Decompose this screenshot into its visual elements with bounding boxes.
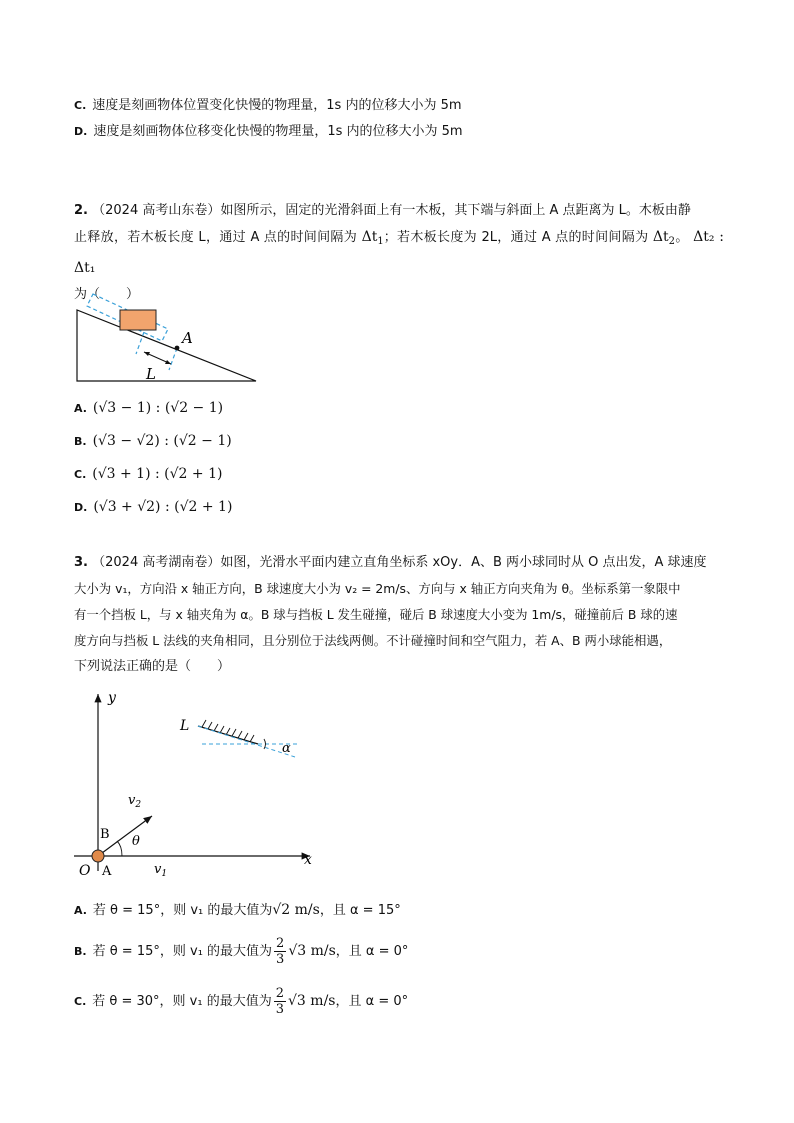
option-label: A. (74, 904, 87, 917)
option-text-pre: 若 θ = 15°，则 v₁ 的最大值为 (92, 944, 273, 959)
theta-arc (117, 841, 122, 856)
label-B: B (100, 827, 110, 842)
option-label: B. (74, 945, 87, 958)
L-right-marker (169, 348, 177, 370)
incline-triangle (77, 310, 256, 381)
option-text: (√3 − 1) : (√2 − 1) (92, 400, 224, 416)
option-text: 速度是刻画物体位置变化快慢的物理量，1s 内的位移大小为 5m (92, 98, 462, 113)
label-theta: θ (132, 834, 140, 849)
dt1: $\Delta t_1$ (361, 229, 384, 247)
barrier-hatch (202, 720, 254, 742)
option-text: (√3 + √2) : (√2 + 1) (93, 499, 233, 515)
question-number: 2. (74, 203, 88, 218)
fraction: $\frac{2}{3}$ (275, 986, 285, 1017)
q3-text-1: 如图，光滑水平面内建立直角坐标系 xOy．A、B 两小球同时从 O 点出发，A 球速度 (220, 555, 707, 570)
option-label: B. (74, 435, 87, 448)
label-v1: $v_1$ (154, 862, 168, 879)
q2-option-c[interactable] (74, 464, 222, 485)
option-text: (√3 − √2) : (√2 − 1) (92, 433, 232, 449)
q2-text-1: 如图所示，固定的光滑斜面上有一木板，其下端与斜面上 A 点距离为 L。木板由静 (220, 203, 691, 218)
q3-stem (74, 550, 724, 680)
option-text-pre: 若 θ = 30°，则 v₁ 的最大值为 (92, 994, 272, 1009)
option-value: √3 m/s (288, 993, 336, 1009)
q3-option-c[interactable] (74, 984, 408, 1019)
label-y: y (108, 690, 116, 706)
label-L: L (146, 365, 156, 383)
label-A: A (102, 864, 112, 879)
balls-origin (92, 850, 104, 862)
option-value: √3 m/s (288, 943, 336, 959)
q3-coordinate-figure (70, 686, 320, 882)
point-A (175, 346, 180, 351)
ratio-expression: Δt₂ : Δt₁ (74, 229, 725, 276)
label-A: A (182, 329, 193, 347)
label-v2: $v_2$ (128, 793, 142, 810)
option-text-post: ，且 α = 0° (335, 944, 409, 959)
option-label: D. (74, 501, 88, 514)
option-text: 速度是刻画物体位移变化快慢的物理量，1s 内的位移大小为 5m (93, 124, 463, 139)
q2-text-2a: 止释放，若木板长度 L，通过 A 点的时间间隔为 (74, 230, 358, 245)
label-O: O (79, 863, 91, 879)
q3-line2: 大小为 v₁，方向沿 x 轴正方向，B 球速度大小为 v₂ = 2m/s、方向与 x 轴正方向夹角为 θ。坐标系第一象限中 (74, 581, 681, 596)
q2-option-a[interactable] (74, 398, 223, 419)
q2-line3: 为（ ） (74, 287, 140, 302)
q3-option-a[interactable] (74, 898, 401, 923)
block (120, 310, 156, 330)
q3-option-b[interactable] (74, 934, 408, 969)
option-label: C. (74, 99, 87, 112)
q2-line1 (74, 198, 724, 224)
q2-option-b[interactable] (74, 431, 232, 452)
option-value: √2 m/s (272, 902, 320, 918)
option-text-post: ，且 α = 15° (319, 903, 401, 918)
q3-line4: 度方向与挡板 L 法线的夹角相同，且分别位于法线两侧。不计碰撞时间和空气阻力，若 A、B 两小球能相遇， (74, 633, 672, 648)
question-source: （2024 高考湖南卷） (92, 555, 221, 570)
option-label: C. (74, 995, 87, 1008)
barrier-extension (198, 726, 295, 757)
q2-option-d[interactable] (74, 497, 232, 518)
label-alpha: α (282, 741, 291, 756)
q1-option-d[interactable] (74, 122, 463, 142)
option-text-pre: 若 θ = 15°，则 v₁ 的最大值为 (92, 903, 273, 918)
label-L: L (180, 718, 190, 734)
q2-text-2b: ；若木板长度为 2L，通过 A 点的时间间隔为 (383, 230, 649, 245)
option-label: A. (74, 402, 87, 415)
q3-line3: 有一个挡板 L，与 x 轴夹角为 α。B 球与挡板 L 发生碰撞，碰后 B 球速度大小变为 1m/s，碰撞前后 B 球的速 (74, 607, 678, 622)
q3-line5: 下列说法正确的是（ ） (74, 659, 231, 674)
option-label: C. (74, 468, 87, 481)
q2-incline-figure (70, 288, 270, 388)
option-text: (√3 + 1) : (√2 + 1) (92, 466, 223, 482)
question-source: （2024 高考山东卷） (92, 203, 221, 218)
question-number: 3. (74, 555, 88, 570)
fraction: $\frac{2}{3}$ (276, 936, 285, 967)
q2-text-2c: 。 (675, 230, 689, 245)
option-label: D. (74, 125, 88, 138)
dt2: $\Delta t_2$ (652, 229, 676, 247)
q2-line2 (74, 224, 724, 282)
label-x: x (304, 852, 312, 868)
option-text-post: ，且 α = 0° (335, 994, 409, 1009)
q3-line1 (74, 550, 724, 576)
q1-option-c[interactable] (74, 96, 462, 116)
